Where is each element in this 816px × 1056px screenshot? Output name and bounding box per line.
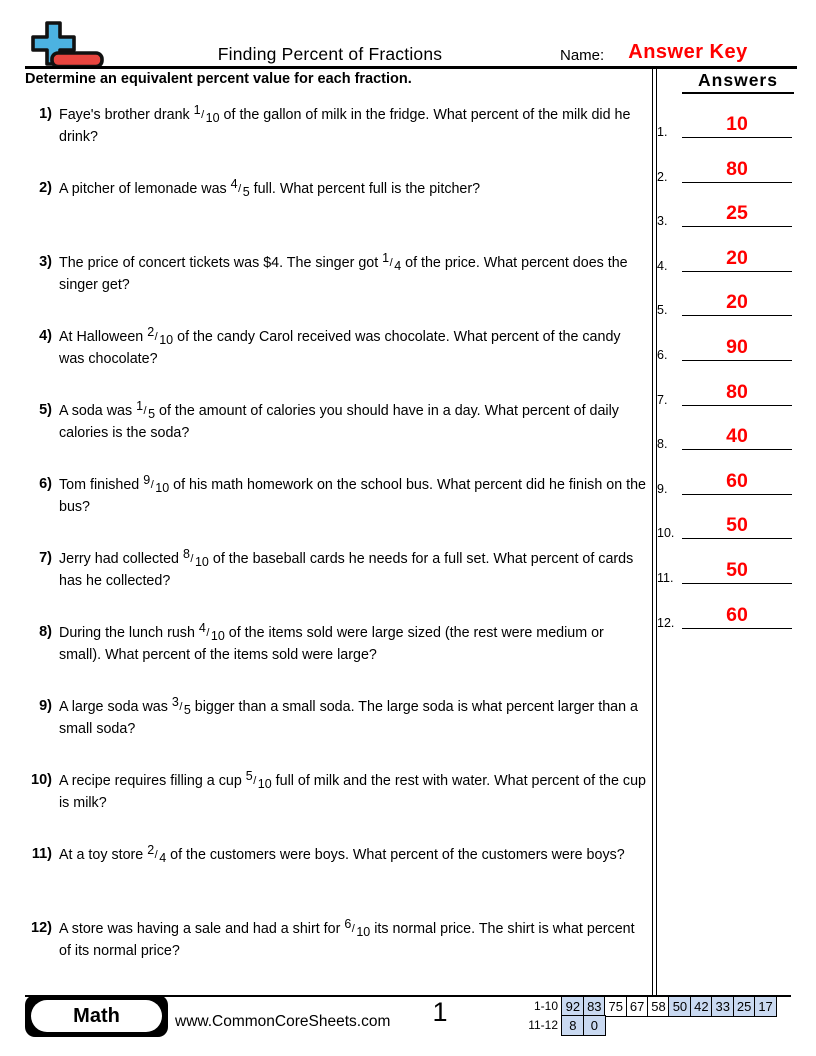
question-text: Faye's brother drank $^1$/ $_{10}$ of the gallon of milk in the fridge. What percent of the milk did he drink? bbox=[59, 103, 631, 145]
page-number: 1 bbox=[432, 997, 448, 1027]
question-number: 11) bbox=[31, 845, 52, 862]
question-number: 4) bbox=[39, 327, 52, 344]
question-item bbox=[26, 623, 648, 666]
question-text: A recipe requires filling a cup $^5$/ $_{10}$ full of milk and the rest with water. What percent of the cup is milk? bbox=[59, 769, 646, 811]
grading-scale-cell: 75 bbox=[604, 996, 627, 1017]
grading-scale-cell: 8 bbox=[561, 1015, 584, 1036]
answer-number: 4. bbox=[657, 258, 668, 273]
answer-number: 8. bbox=[657, 437, 668, 452]
question-text: The price of concert tickets was $4. The singer got $^1$/ $_4$ of the price. What percent does the singer get? bbox=[59, 251, 628, 293]
answer-value: 10 bbox=[682, 113, 792, 138]
header-divider-line bbox=[25, 66, 797, 69]
question-number: 6) bbox=[39, 475, 52, 492]
grading-scale-cell: 58 bbox=[647, 996, 670, 1017]
question-item bbox=[26, 401, 648, 444]
grading-scale-table bbox=[515, 996, 777, 1036]
question-text: A store was having a sale and had a shirt for $^6$/ $_{10}$ its normal price. The shirt is what percent of its normal price? bbox=[59, 917, 635, 959]
page-title: Finding Percent of Fractions bbox=[217, 44, 443, 64]
fraction: $^1$/ $_5$ bbox=[136, 399, 156, 421]
answer-number: 2. bbox=[657, 169, 668, 184]
fraction: $^5$/ $_{10}$ bbox=[245, 769, 272, 791]
grading-scale-range-label: 11-12 bbox=[528, 1018, 558, 1033]
fraction: $^6$/ $_{10}$ bbox=[344, 917, 371, 939]
question-number: 2) bbox=[39, 179, 52, 196]
answer-number: 6. bbox=[657, 348, 668, 362]
question-item bbox=[26, 327, 648, 370]
grading-scale-row bbox=[515, 996, 777, 1017]
answer-value: 20 bbox=[682, 247, 792, 272]
question-item bbox=[26, 549, 648, 592]
grading-scale-row bbox=[515, 1015, 777, 1036]
answer-value: 60 bbox=[682, 604, 792, 629]
question-number: 12) bbox=[31, 919, 52, 936]
answer-number: 5. bbox=[657, 303, 668, 318]
fraction: $^8$/ $_{10}$ bbox=[182, 547, 209, 569]
answer-row bbox=[654, 288, 794, 316]
answer-row bbox=[654, 556, 794, 584]
question-text: At a toy store $^2$/ $_4$ of the customers were boys. What percent of the customers were boys? bbox=[59, 843, 625, 865]
name-label: Name: bbox=[560, 47, 605, 64]
answer-row bbox=[654, 155, 794, 183]
fraction: $^3$/ $_5$ bbox=[171, 695, 191, 717]
answer-value: 20 bbox=[682, 291, 792, 316]
question-text: At Halloween $^2$/ $_{10}$ of the candy Carol received was chocolate. What percent of the candy was chocolate? bbox=[59, 325, 621, 367]
grading-scale-cell: 0 bbox=[583, 1015, 606, 1036]
question-item bbox=[26, 845, 648, 867]
answer-number: 7. bbox=[657, 392, 668, 407]
grading-scale-cell: 50 bbox=[668, 996, 691, 1017]
name-value-answer-key: Answer Key bbox=[628, 41, 748, 63]
subject-badge bbox=[25, 995, 168, 1037]
grading-scale-cell: 17 bbox=[754, 996, 777, 1017]
answer-row bbox=[654, 110, 794, 138]
answer-value: 60 bbox=[682, 470, 792, 495]
instruction-text: Determine an equivalent percent value for each fraction. bbox=[25, 71, 412, 87]
question-text: Tom finished $^9$/ $_{10}$ of his math homework on the school bus. What percent did he finish on the bus? bbox=[59, 473, 646, 515]
answer-number: 1. bbox=[657, 125, 668, 139]
question-text: Jerry had collected $^8$/ $_{10}$ of the baseball cards he needs for a full set. What percent of cards has he collected? bbox=[59, 547, 634, 589]
answer-number: 10. bbox=[657, 526, 675, 541]
question-item bbox=[26, 105, 648, 148]
fraction: $^1$/ $_{10}$ bbox=[193, 103, 220, 125]
fraction: $^2$/ $_4$ bbox=[147, 843, 167, 865]
answer-row bbox=[654, 333, 794, 361]
answer-value: 40 bbox=[682, 425, 792, 450]
grading-scale-cell: 25 bbox=[733, 996, 756, 1017]
answer-value: 25 bbox=[682, 202, 792, 227]
question-number: 9) bbox=[39, 697, 52, 714]
grading-scale-range-label: 1-10 bbox=[533, 999, 558, 1013]
question-text: A pitcher of lemonade was $^4$/ $_5$ full. What percent full is the pitcher? bbox=[59, 177, 481, 199]
answers-column-header: Answers bbox=[682, 70, 794, 94]
question-number: 5) bbox=[39, 401, 52, 418]
grading-scale-cell: 92 bbox=[561, 996, 584, 1017]
grading-scale-cell: 33 bbox=[711, 996, 734, 1017]
question-item bbox=[26, 919, 648, 962]
grading-scale-cell: 83 bbox=[583, 996, 606, 1017]
answer-row bbox=[654, 601, 794, 629]
question-text: During the lunch rush $^4$/ $_{10}$ of the items sold were large sized (the rest were medium or small). What percent of the items sold were large? bbox=[59, 621, 604, 663]
subject-label: Math bbox=[31, 1000, 162, 1032]
question-item bbox=[26, 475, 648, 518]
website-url: www.CommonCoreSheets.com bbox=[175, 1013, 391, 1030]
answer-number: 3. bbox=[657, 214, 668, 229]
answer-row bbox=[654, 378, 794, 406]
question-item bbox=[26, 771, 648, 814]
fraction: $^2$/ $_{10}$ bbox=[147, 325, 174, 347]
question-item bbox=[26, 253, 648, 296]
answer-value: 80 bbox=[682, 158, 792, 183]
answer-value: 50 bbox=[682, 514, 792, 539]
question-number: 7) bbox=[39, 549, 52, 566]
question-number: 10) bbox=[31, 771, 52, 788]
grading-scale-cell: 67 bbox=[626, 996, 649, 1017]
answer-value: 80 bbox=[682, 381, 792, 406]
answer-value: 90 bbox=[682, 336, 792, 361]
grading-scale-cell: 42 bbox=[690, 996, 713, 1017]
answer-value: 50 bbox=[682, 559, 792, 584]
question-number: 3) bbox=[39, 253, 52, 270]
fraction: $^9$/ $_{10}$ bbox=[143, 473, 170, 495]
fraction: $^4$/ $_5$ bbox=[230, 177, 250, 199]
answer-row bbox=[654, 467, 794, 495]
answer-row bbox=[654, 511, 794, 539]
answer-number: 9. bbox=[657, 481, 668, 496]
question-number: 8) bbox=[39, 623, 52, 640]
question-item bbox=[26, 697, 648, 740]
answer-row bbox=[654, 199, 794, 227]
question-text: A soda was $^1$/ $_5$ of the amount of calories you should have in a day. What percent of daily calories is the soda? bbox=[59, 399, 619, 441]
answer-number: 11. bbox=[657, 571, 674, 585]
question-item bbox=[26, 179, 648, 201]
fraction: $^1$/ $_4$ bbox=[382, 251, 402, 273]
answer-row bbox=[654, 422, 794, 450]
fraction: $^4$/ $_{10}$ bbox=[198, 621, 225, 643]
question-text: A large soda was $^3$/ $_5$ bigger than a small soda. The large soda is what percent larger than a small soda? bbox=[59, 695, 639, 737]
answer-number: 12. bbox=[657, 615, 675, 630]
question-number: 1) bbox=[39, 105, 52, 122]
answer-row bbox=[654, 244, 794, 272]
